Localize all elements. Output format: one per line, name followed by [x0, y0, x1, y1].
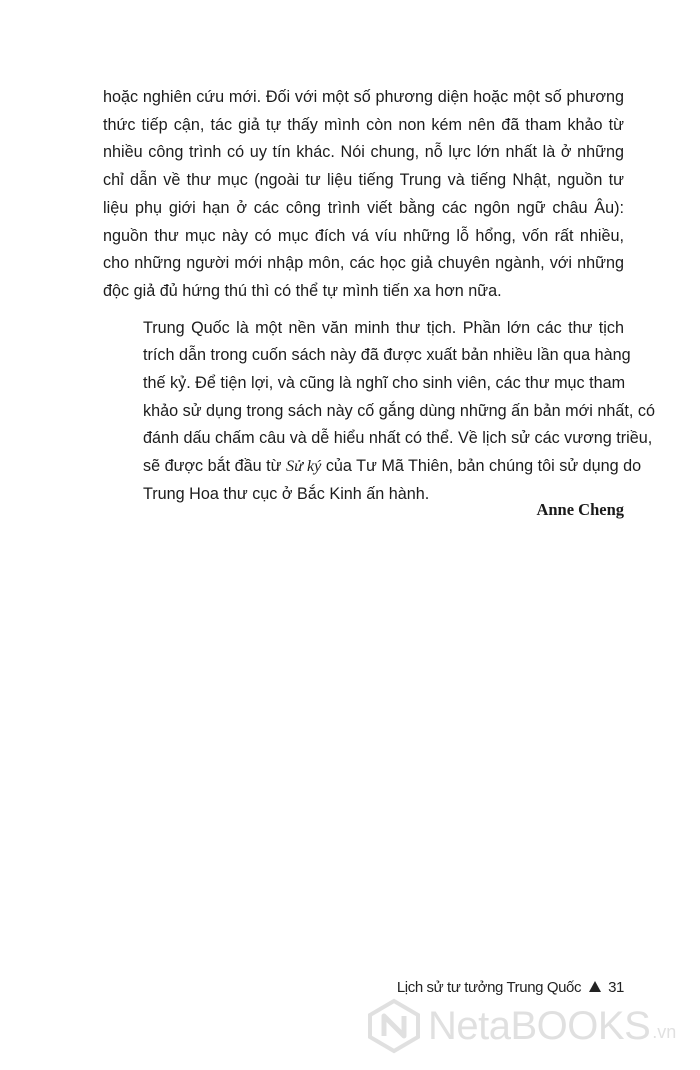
watermark [366, 996, 676, 1056]
text-line: Trung Quốc là một nền văn minh thư tịch. Phần lớn các thư tịch [143, 318, 624, 337]
text-line: độc giả đủ hứng thú thì có thể tự mình tiến xa hơn nữa. [103, 281, 502, 300]
text-segment: của Tư Mã Thiên, bản chúng tôi sử dụng do [321, 457, 642, 476]
text-line: liệu phụ giới hạn ở các công trình viết bằng các ngôn ngữ châu Âu): [103, 198, 624, 217]
text-line: chỉ dẫn về thư mục (ngoài tư liệu tiếng Trung và tiếng Nhật, nguồn tư [103, 171, 624, 190]
page-footer [397, 979, 624, 996]
text-line: thế kỷ. Để tiện lợi, và cũng là nghĩ cho sinh viên, các thư mục tham [143, 374, 626, 393]
text-line: cho những người mới nhập môn, các học giả chuyên ngành, với những [103, 254, 624, 273]
triangle-icon [589, 981, 601, 992]
author-signature: Anne Cheng [536, 500, 624, 519]
text-line: Trung Hoa thư cục ở Bắc Kinh ấn hành. [143, 484, 430, 503]
text-line: đánh dấu chấm câu và dễ hiểu nhất có thể. Về lịch sử các vương triều, [143, 429, 653, 448]
watermark-suffix: .vn [652, 1021, 677, 1042]
text-segment: sẽ được bắt đầu từ [143, 457, 286, 476]
text-line: trích dẫn trong cuốn sách này đã được xuất bản nhiều lần qua hàng [143, 346, 631, 365]
netabooks-logo-icon [366, 998, 422, 1054]
watermark-brand: NetaBOOKS [428, 1003, 651, 1048]
text-line: nhiều công trình có uy tín khác. Nói chung, nỗ lực lớn nhất là ở những [103, 143, 624, 162]
text-line [103, 453, 642, 481]
book-title-italic: Sử ký [285, 457, 322, 476]
page-number: 31 [608, 979, 624, 996]
text-line: thức tiếp cận, tác giả tự thấy mình còn non kém nên đã tham khảo từ [103, 115, 624, 134]
text-line: nguồn thư mục này có mục đích vá víu những lỗ hổng, vốn rất nhiều, [103, 226, 624, 245]
paragraph-1 [103, 84, 624, 306]
paragraph-2 [103, 315, 655, 509]
text-line: hoặc nghiên cứu mới. Đối với một số phương diện hoặc một số phương [103, 88, 624, 106]
text-line: khảo sử dụng trong sách này cố gắng dùng những ấn bản mới nhất, có [143, 401, 655, 420]
body-text [103, 84, 655, 509]
running-title: Lịch sử tư tưởng Trung Quốc [396, 979, 582, 996]
